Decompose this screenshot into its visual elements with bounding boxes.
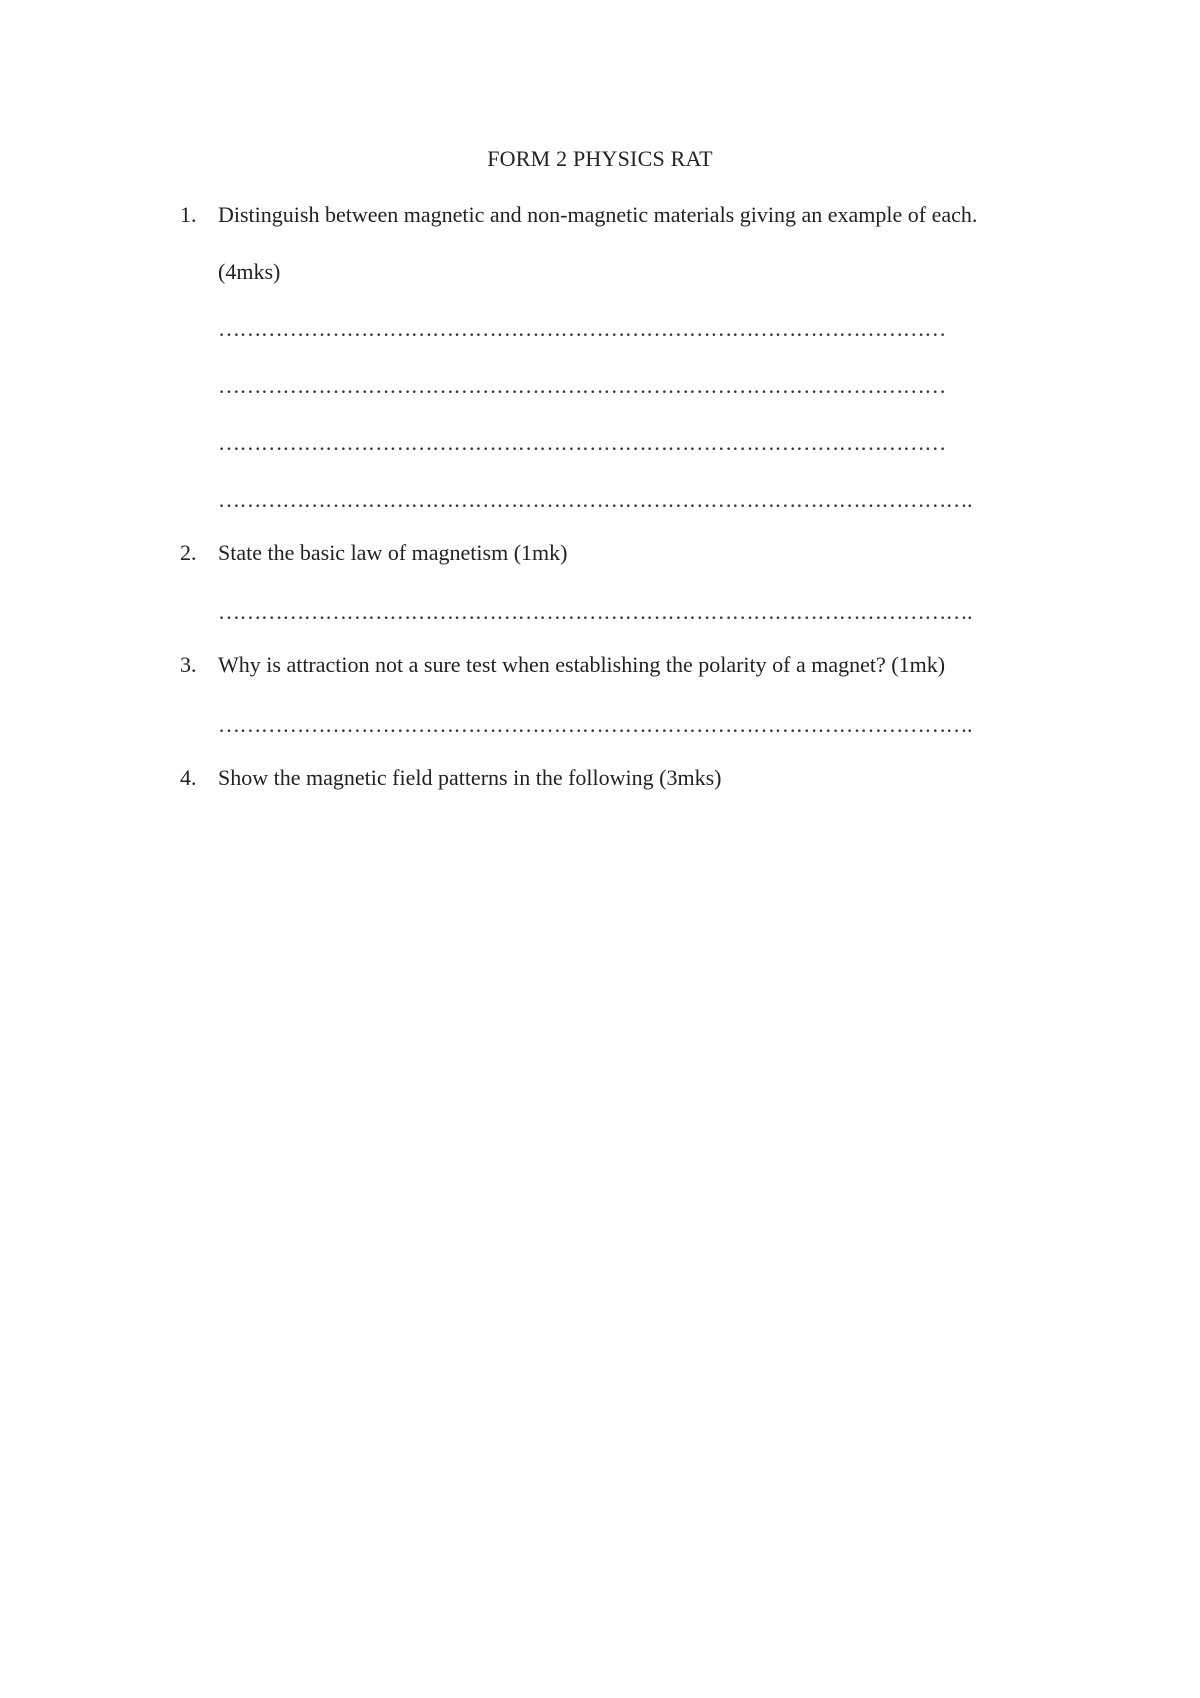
answer-line: ………………………………………………………………………………………… xyxy=(218,316,946,341)
question-number: 4. xyxy=(180,765,197,790)
question-text: Show the magnetic field patterns in the following (3mks) xyxy=(218,765,722,790)
question-text: Distinguish between magnetic and non-magnetic materials giving an example of each. xyxy=(218,202,978,227)
answer-line: ……………………………………………………………………………………………. xyxy=(218,712,972,737)
answer-line: ………………………………………………………………………………………… xyxy=(218,373,946,398)
page-title: FORM 2 PHYSICS RAT xyxy=(487,146,713,171)
question-number: 1. xyxy=(180,202,197,227)
answer-line: ………………………………………………………………………………………… xyxy=(218,430,946,455)
answer-line: ……………………………………………………………………………………………. xyxy=(218,599,972,624)
question-1-marks: (4mks) xyxy=(218,259,281,284)
question-number: 2. xyxy=(180,540,197,565)
question-text: Why is attraction not a sure test when establishing the polarity of a magnet? (1mk) xyxy=(218,652,946,677)
answer-line: ……………………………………………………………………………………………. xyxy=(218,487,972,512)
question-number: 3. xyxy=(180,652,197,677)
question-text: State the basic law of magnetism (1mk) xyxy=(218,540,568,565)
